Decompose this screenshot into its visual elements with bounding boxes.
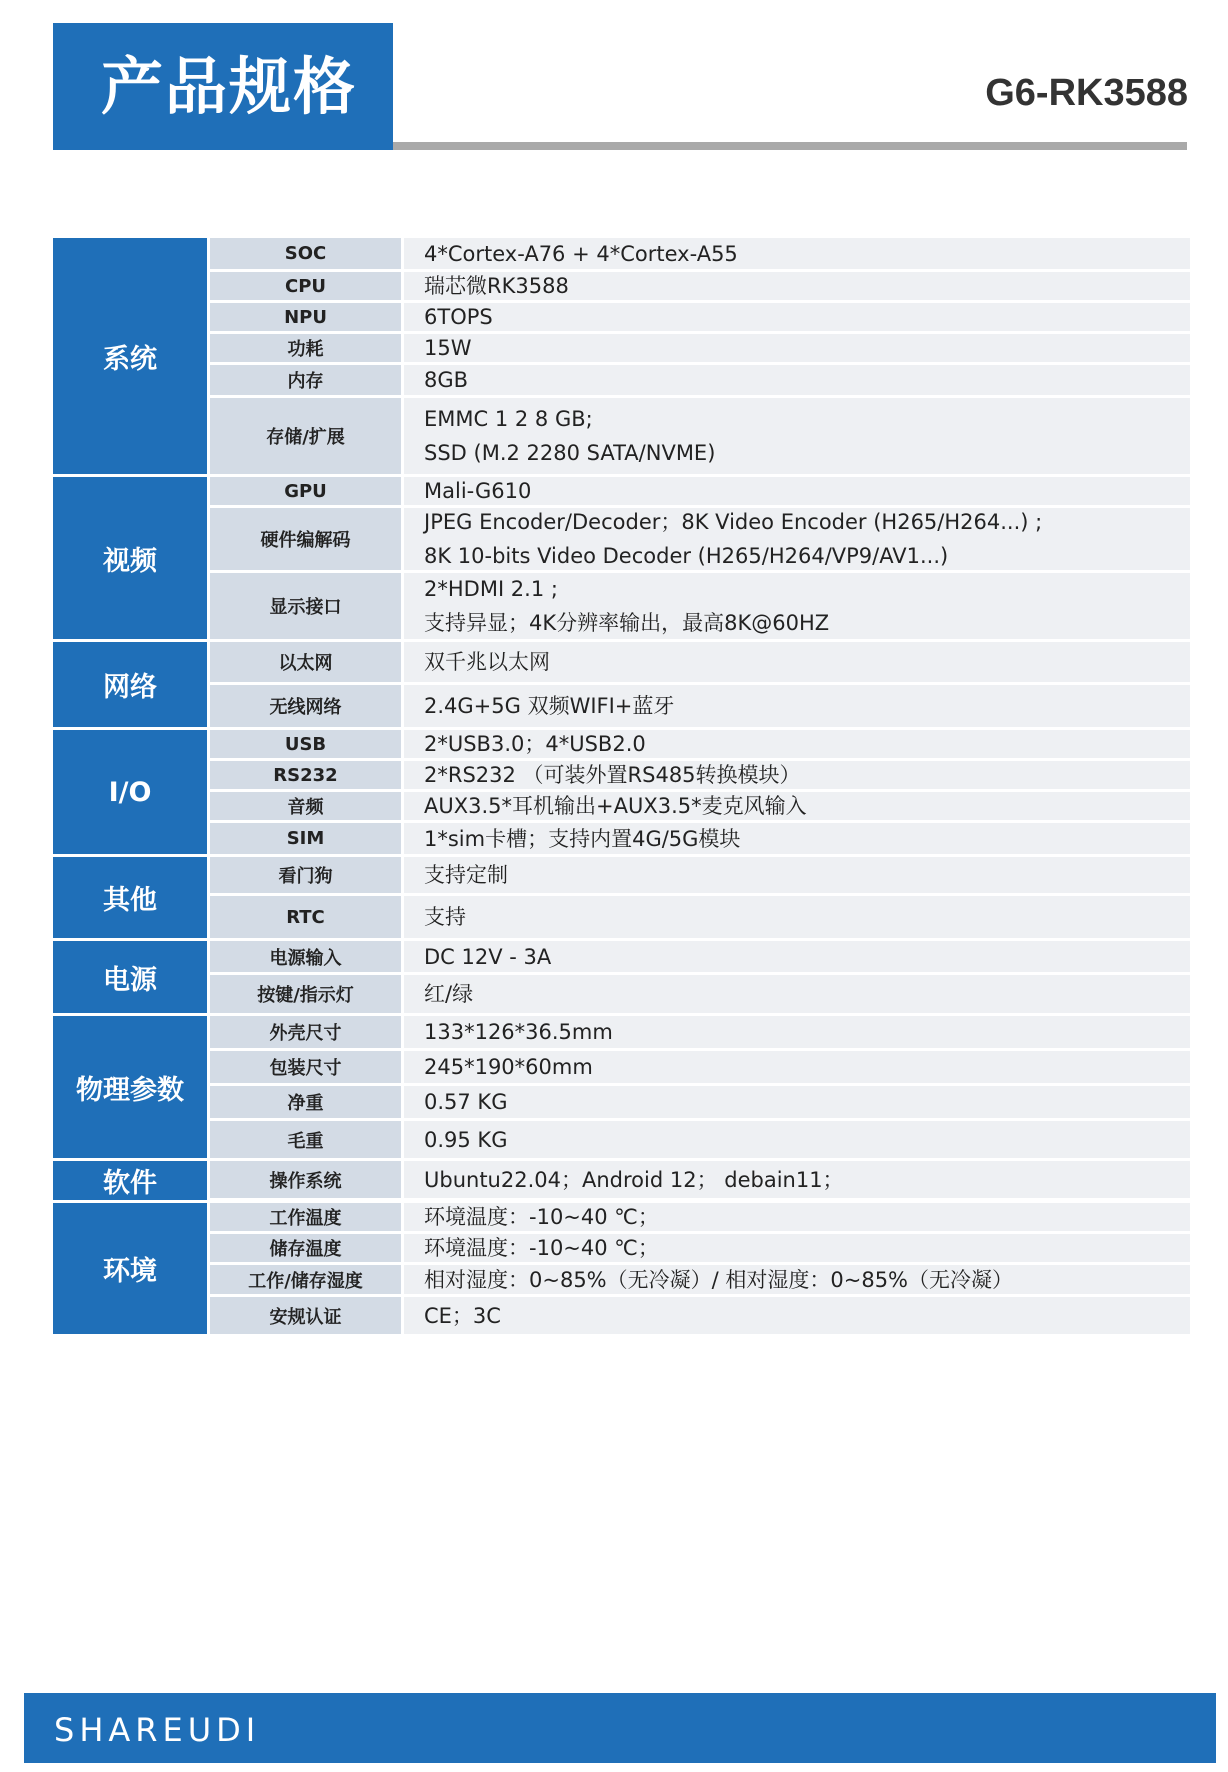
spec-row xyxy=(210,1086,1190,1121)
spec-row xyxy=(210,303,1190,334)
group-rows xyxy=(210,1016,1190,1158)
spec-label: SOC xyxy=(210,238,404,269)
spec-value xyxy=(404,508,1190,570)
spec-label: 包装尺寸 xyxy=(210,1051,404,1083)
spec-value xyxy=(404,573,1190,639)
spec-label: 毛重 xyxy=(210,1121,404,1158)
spec-label: 以太网 xyxy=(210,642,404,682)
spec-value-line: 环境温度：-10~40 ℃； xyxy=(424,1236,659,1260)
spec-value xyxy=(404,365,1190,395)
spec-value xyxy=(404,685,1190,727)
spec-value-line: JPEG Encoder/Decoder；8K Video Encoder (H265/H264...) ; xyxy=(424,510,1043,534)
category-label: 物理参数 xyxy=(53,1016,210,1158)
spec-row xyxy=(210,642,1190,685)
spec-label: RTC xyxy=(210,896,404,938)
spec-label: 看门狗 xyxy=(210,857,404,893)
spec-row xyxy=(210,792,1190,823)
spec-value-line: 0.95 KG xyxy=(424,1127,508,1152)
spec-value xyxy=(404,857,1190,893)
title-banner xyxy=(53,23,393,150)
spec-label: 内存 xyxy=(210,365,404,395)
spec-value-line: 环境温度：-10~40 ℃； xyxy=(424,1205,659,1229)
spec-value-line: 133*126*36.5mm xyxy=(424,1020,613,1044)
spec-label: 电源输入 xyxy=(210,941,404,972)
spec-label: 按键/指示灯 xyxy=(210,975,404,1013)
spec-table xyxy=(53,238,1190,1334)
spec-value xyxy=(404,823,1190,854)
spec-row xyxy=(210,1297,1190,1334)
spec-row xyxy=(210,975,1190,1013)
category-label: 网络 xyxy=(53,642,210,727)
group-rows xyxy=(210,1161,1190,1200)
spec-row xyxy=(210,823,1190,854)
spec-row xyxy=(210,761,1190,792)
category-label: 其他 xyxy=(53,857,210,938)
category-label: 软件 xyxy=(53,1161,210,1200)
title-underline xyxy=(393,142,1187,150)
spec-value-line: 2*USB3.0；4*USB2.0 xyxy=(424,732,646,756)
spec-value xyxy=(404,792,1190,820)
spec-value-line: 2*HDMI 2.1 ; xyxy=(424,577,558,601)
category-label: 电源 xyxy=(53,941,210,1013)
spec-row xyxy=(210,1161,1190,1198)
spec-group xyxy=(53,941,1190,1016)
spec-label: 工作温度 xyxy=(210,1203,404,1231)
spec-label: 存储/扩展 xyxy=(210,398,404,474)
spec-label: 功耗 xyxy=(210,334,404,362)
page-title: 产品规格 xyxy=(101,50,358,123)
spec-label: CPU xyxy=(210,272,404,300)
spec-label: GPU xyxy=(210,477,404,505)
spec-value-line: 4*Cortex-A76 + 4*Cortex-A55 xyxy=(424,241,738,266)
spec-value-line: 瑞芯微RK3588 xyxy=(424,274,569,298)
spec-row xyxy=(210,398,1190,474)
spec-value-line: SSD (M.2 2280 SATA/NVME) xyxy=(424,441,716,465)
spec-value-line: 8K 10-bits Video Decoder (H265/H264/VP9/AV1...) xyxy=(424,544,949,568)
spec-value-line: DC 12V - 3A xyxy=(424,944,552,969)
spec-label: RS232 xyxy=(210,761,404,789)
spec-value-line: 2*RS232 （可装外置RS485转换模块） xyxy=(424,763,801,787)
spec-row xyxy=(210,1203,1190,1234)
group-rows xyxy=(210,642,1190,727)
category-label: 系统 xyxy=(53,238,210,474)
spec-value xyxy=(404,1016,1190,1048)
spec-value xyxy=(404,303,1190,331)
group-rows xyxy=(210,477,1190,639)
spec-value-line: Mali-G610 xyxy=(424,479,532,503)
spec-row xyxy=(210,334,1190,365)
spec-row xyxy=(210,730,1190,761)
spec-value xyxy=(404,761,1190,789)
spec-row xyxy=(210,1265,1190,1297)
group-rows xyxy=(210,1203,1190,1334)
spec-value xyxy=(404,975,1190,1013)
group-rows xyxy=(210,730,1190,854)
spec-value-line: 8GB xyxy=(424,368,469,392)
spec-value xyxy=(404,1203,1190,1231)
spec-row xyxy=(210,1234,1190,1265)
spec-label: 无线网络 xyxy=(210,685,404,727)
spec-row xyxy=(210,508,1190,573)
spec-value xyxy=(404,1265,1190,1294)
spec-value-line: 支持定制 xyxy=(424,863,508,887)
spec-value xyxy=(404,238,1190,269)
spec-value-line: 双千兆以太网 xyxy=(424,650,550,674)
spec-label: 净重 xyxy=(210,1086,404,1118)
group-rows xyxy=(210,857,1190,938)
spec-value xyxy=(404,1161,1190,1198)
spec-group xyxy=(53,730,1190,857)
spec-value xyxy=(404,334,1190,362)
spec-label: 储存温度 xyxy=(210,1234,404,1262)
category-label: 环境 xyxy=(53,1203,210,1334)
spec-label: 硬件编解码 xyxy=(210,508,404,570)
spec-row xyxy=(210,272,1190,303)
spec-row xyxy=(210,365,1190,398)
spec-row xyxy=(210,477,1190,508)
spec-value xyxy=(404,730,1190,758)
spec-row xyxy=(210,1016,1190,1051)
model-number: G6-RK3588 xyxy=(985,72,1188,114)
group-rows xyxy=(210,238,1190,474)
spec-value-line: 2.4G+5G 双频WIFI+蓝牙 xyxy=(424,694,675,718)
spec-value xyxy=(404,1086,1190,1118)
spec-value-line: 245*190*60mm xyxy=(424,1055,593,1079)
spec-value xyxy=(404,272,1190,300)
spec-value-line: AUX3.5*耳机输出+AUX3.5*麦克风输入 xyxy=(424,794,807,818)
spec-value-line: 6TOPS xyxy=(424,305,493,329)
spec-label: 音频 xyxy=(210,792,404,820)
spec-label: 外壳尺寸 xyxy=(210,1016,404,1048)
spec-label: NPU xyxy=(210,303,404,331)
brand-logo: SHAREUDI xyxy=(54,1711,261,1749)
spec-row xyxy=(210,1051,1190,1086)
category-label: I/O xyxy=(53,730,210,854)
spec-value-line: Ubuntu22.04；Android 12； debain11； xyxy=(424,1167,844,1192)
spec-row xyxy=(210,857,1190,896)
spec-row xyxy=(210,238,1190,272)
spec-value-line: EMMC 1 2 8 GB; xyxy=(424,407,593,431)
spec-value-line: 0.57 KG xyxy=(424,1090,508,1114)
spec-row xyxy=(210,573,1190,639)
spec-value xyxy=(404,398,1190,474)
spec-group xyxy=(53,1161,1190,1203)
spec-label: 安规认证 xyxy=(210,1297,404,1334)
spec-group xyxy=(53,477,1190,642)
spec-value xyxy=(404,1234,1190,1262)
spec-value xyxy=(404,941,1190,972)
spec-group xyxy=(53,642,1190,730)
spec-value xyxy=(404,1121,1190,1158)
spec-value-line: 相对湿度：0~85%（无冷凝）/ 相对湿度：0~85%（无冷凝） xyxy=(424,1267,1014,1292)
spec-value xyxy=(404,896,1190,938)
spec-group xyxy=(53,1203,1190,1334)
footer-bar xyxy=(24,1693,1216,1763)
spec-value-line: 支持 xyxy=(424,905,466,929)
spec-row xyxy=(210,896,1190,938)
spec-value xyxy=(404,477,1190,505)
spec-group xyxy=(53,1016,1190,1161)
spec-row xyxy=(210,685,1190,727)
spec-value xyxy=(404,1297,1190,1334)
spec-group xyxy=(53,857,1190,941)
spec-label: USB xyxy=(210,730,404,758)
group-rows xyxy=(210,941,1190,1013)
spec-group xyxy=(53,238,1190,477)
spec-value xyxy=(404,642,1190,682)
category-label: 视频 xyxy=(53,477,210,639)
spec-value-line: 支持异显；4K分辨率输出，最高8K@60HZ xyxy=(424,611,830,635)
spec-value-line: 15W xyxy=(424,336,472,360)
spec-label: 显示接口 xyxy=(210,573,404,639)
spec-row xyxy=(210,1121,1190,1158)
spec-label: 操作系统 xyxy=(210,1161,404,1198)
spec-value-line: 1*sim卡槽；支持内置4G/5G模块 xyxy=(424,826,741,851)
spec-label: 工作/储存湿度 xyxy=(210,1265,404,1294)
spec-value-line: CE；3C xyxy=(424,1303,501,1328)
spec-value xyxy=(404,1051,1190,1083)
spec-row xyxy=(210,941,1190,975)
spec-value-line: 红/绿 xyxy=(424,982,474,1006)
spec-label: SIM xyxy=(210,823,404,854)
